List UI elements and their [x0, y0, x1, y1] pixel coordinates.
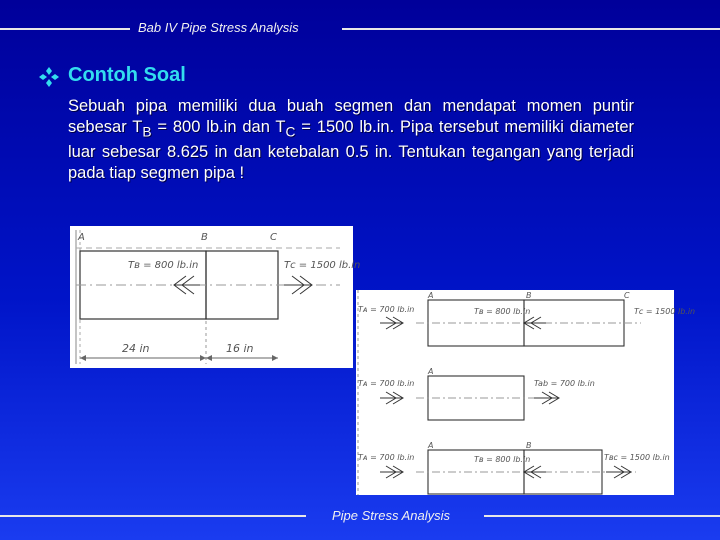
problem-part-2: = 800 lb.in dan T [151, 118, 286, 136]
fbd1-label-c: C [624, 291, 630, 300]
fbd2-label-a: A [428, 367, 434, 376]
fbd2-tab: Tab = 700 lb.in [534, 379, 595, 388]
fbd3-tb: Tʙ = 800 lb.in [474, 455, 531, 464]
fbd1-label-a: A [428, 291, 434, 300]
fbd2-ta: Tᴀ = 700 lb.in [358, 379, 415, 388]
fig1-label-b: B [201, 232, 208, 243]
footer-line-right [484, 515, 720, 517]
subscript-c: C [285, 124, 296, 140]
fig1-tc-label: Tᴄ = 1500 lb.in [284, 260, 361, 271]
diamond-bullet-icon [38, 66, 60, 88]
subscript-b: B [142, 124, 152, 140]
header-title: Bab IV Pipe Stress Analysis [138, 20, 299, 35]
fig1-tb-label: Tʙ = 800 lb.in [128, 260, 199, 271]
fbd1-tc: Tᴄ = 1500 lb.in [634, 307, 696, 316]
free-body-diagrams-figure [356, 290, 696, 495]
section-heading: Contoh Soal [68, 64, 186, 86]
problem-part-1: Sebuah pipa memiliki dua buah segmen dan mendapat momen puntir sebesar T [68, 97, 634, 136]
fbd3-tbc: Tʙᴄ = 1500 lb.in [604, 453, 670, 462]
fig1-dim-16: 16 in [226, 342, 254, 355]
header-line-right [342, 28, 720, 30]
problem-text [68, 96, 634, 184]
fig1-label-a: A [78, 232, 85, 243]
fbd3-label-b: B [526, 441, 532, 450]
fbd1-label-b: B [526, 291, 532, 300]
fbd3-label-a: A [428, 441, 434, 450]
fig1-label-c: C [270, 232, 277, 243]
fbd-segment-bc [358, 441, 670, 494]
fbd1-tb: Tʙ = 800 lb.in [474, 307, 531, 316]
fbd3-ta: Tᴀ = 700 lb.in [358, 453, 415, 462]
fbd-whole-pipe [358, 291, 695, 346]
footer-line-left [0, 515, 306, 517]
header-line-left [0, 28, 130, 30]
pipe-diagram-figure [70, 226, 361, 368]
footer-text: Pipe Stress Analysis [332, 508, 451, 523]
fig1-dim-24: 24 in [122, 342, 150, 355]
fbd1-ta: Tᴀ = 700 lb.in [358, 305, 415, 314]
fbd-segment-ab [358, 367, 595, 420]
problem-part-3: = 1500 lb.in. Pipa tersebut memiliki diameter luar sebesar 8.625 in dan ketebalan 0.5 in. Tentukan tegangan yang terjadi pada tiap segmen pipa ! [68, 118, 635, 183]
